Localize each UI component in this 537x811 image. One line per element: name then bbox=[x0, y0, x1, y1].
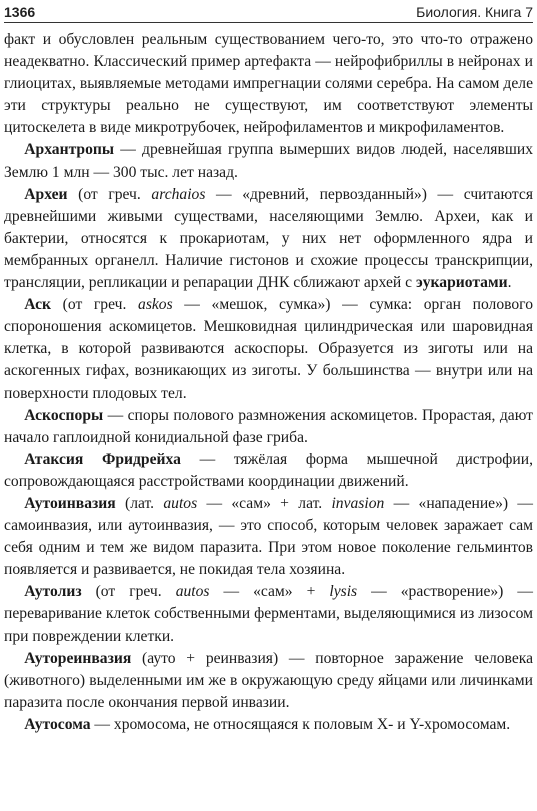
entry-text: — «мешок, сумка») — сумка: орган полового спороношения аскомицетов. Мешковидная цилиндрическая или шаровидная клетка, в которой развиваются аскоспоры. Образуется из зиготы или на аскогенных гифах, возникающих из зиготы. У большинства — внутри или на поверхности плодовых тел. bbox=[4, 296, 533, 402]
entry-autosome bbox=[4, 714, 533, 736]
page-body bbox=[4, 29, 533, 736]
entry-text: — «древний, первозданный») — считаются древнейшими живыми существами, населяющими Землю. Археи, как и бактерии, относятся к прокариотам, у них нет оформленного ядра и мембранных органелл. Наличие гистонов и схожие процессы транскрипции, трансляции, репликации и репарации ДНК сближают архей с bbox=[4, 185, 533, 292]
etymology-word-2: invasion bbox=[331, 494, 385, 512]
entry-prefix: (лат. bbox=[115, 494, 164, 512]
entry-prefix: (от греч. bbox=[67, 185, 152, 203]
entry-suffix: . bbox=[507, 274, 512, 292]
entry-text: — «сам» + лат. bbox=[197, 494, 332, 512]
entry-term: Аутореинвазия bbox=[24, 649, 132, 667]
entry-ascus bbox=[4, 294, 533, 404]
entry-friedreich-ataxia bbox=[4, 449, 533, 493]
entry-term: Археи bbox=[24, 185, 68, 203]
entry-text: — тяжёлая форма мышечной дистрофии, сопровождающаяся расстройствами координации движений. bbox=[4, 450, 533, 490]
etymology-word-2: lysis bbox=[329, 583, 358, 601]
page-number: 1366 bbox=[4, 4, 36, 20]
entry-term: Аутосома bbox=[24, 715, 91, 733]
running-title: Биология. Книга 7 bbox=[416, 4, 533, 20]
entry-autoreinvasion bbox=[4, 648, 533, 714]
entry-term: Аутоинвазия bbox=[24, 494, 116, 512]
etymology-word: autos bbox=[163, 494, 198, 512]
entry-term: Архантропы bbox=[24, 141, 115, 159]
entry-text: — «сам» + bbox=[209, 583, 330, 601]
header-rule bbox=[4, 22, 533, 23]
etymology-word: autos bbox=[175, 583, 210, 601]
entry-text-2: — «растворение») — переваривание клеток собственными ферментами, выделяющимися из лизосом при повреждении клетки. bbox=[4, 583, 533, 645]
continuation-paragraph: факт и обусловлен реальным существованием чего-то, это что-то отражено неадекватно. Классический пример артефакта — нейрофибриллы в нейронах и глиоцитах, выявляемые методами импрегнации солями серебра. На самом деле эти структуры реально не существуют, им соответствуют элементы цитоскелета в виде микротрубочек, нейрофиламентов и микрофиламентов. bbox=[4, 31, 533, 137]
entry-term: Атаксия Фридрейха bbox=[24, 450, 181, 468]
entry-text: — споры полового размножения аскомицетов. Прорастая, дают начало гаплоидной конидиальной фазе гриба. bbox=[4, 406, 533, 446]
cross-reference: эукариотами bbox=[416, 274, 508, 292]
entry-archaea bbox=[4, 184, 533, 294]
etymology-word: archaios bbox=[151, 185, 206, 203]
entry-autoinvasion bbox=[4, 493, 533, 581]
etymology-word: askos bbox=[138, 296, 173, 314]
entry-text: — древнейшая группа вымерших видов людей, населявших Землю 1 млн — 300 тыс. лет назад. bbox=[4, 141, 533, 181]
entry-term: Аск bbox=[24, 296, 52, 314]
entry-archanthropes bbox=[4, 139, 533, 183]
entry-ascospores bbox=[4, 405, 533, 449]
entry-prefix: (от греч. bbox=[81, 583, 176, 601]
page-header bbox=[4, 2, 533, 24]
entry-text: (ауто + реинвазия) — повторное заражение человека (животного) выделенными им же в окружающую среду яйцами или личинками паразита после окончания первой инвазии. bbox=[4, 649, 533, 711]
entry-text-2: — «нападение») — самоинвазия, или аутоинвазия, — это способ, которым человек заражает сам себя одним и тем же видом паразита. При этом новое поколение гельминтов появляется и развивается, не покидая тела хозяина. bbox=[4, 494, 534, 579]
entry-prefix: (от греч. bbox=[51, 296, 139, 314]
entry-term: Аутолиз bbox=[24, 583, 82, 601]
entry-text: — хромосома, не относящаяся к половым X- и Y-хромосомам. bbox=[90, 715, 511, 733]
entry-term: Аскоспоры bbox=[24, 406, 104, 424]
entry-autolysis bbox=[4, 581, 533, 647]
